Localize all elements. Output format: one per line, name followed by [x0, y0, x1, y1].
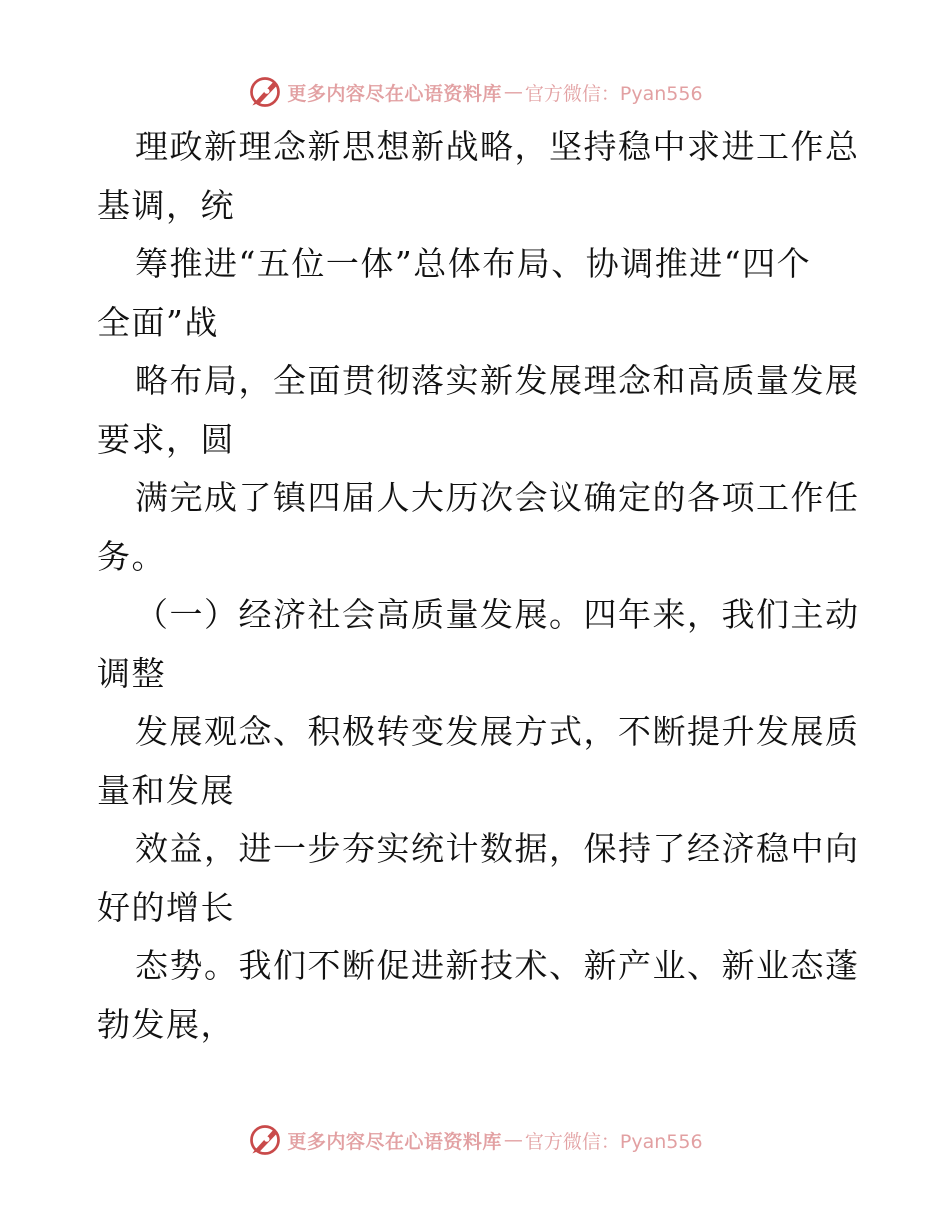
- watermark-brand-text: 更多内容尽在心语资料库: [287, 1130, 502, 1153]
- document-body: [97, 118, 860, 1054]
- body-line: 调整: [97, 653, 166, 693]
- watermark-separator: —: [503, 1129, 523, 1151]
- body-line: 略布局，全面贯彻落实新发展理念和高质量发展: [135, 361, 860, 400]
- body-line: 理政新理念新思想新战略，坚持稳中求进工作总: [135, 127, 860, 166]
- body-line: （一）经济社会高质量发展。四年来，我们主动: [135, 595, 860, 634]
- body-line: 基调，统: [97, 185, 235, 225]
- body-line: 发展观念、积极转变发展方式，不断提升发展质: [135, 712, 860, 751]
- body-line: 勃发展，: [97, 1004, 235, 1044]
- body-line: 效益，进一步夯实统计数据，保持了经济稳中向: [135, 829, 860, 868]
- body-line: 好的增长: [97, 887, 235, 927]
- body-line: 筹推进“五位一体”总体布局、协调推进“四个: [135, 244, 812, 283]
- body-line: 量和发展: [97, 770, 235, 810]
- body-line: 要求，圆: [97, 419, 235, 459]
- pen-seal-icon: [247, 1122, 283, 1158]
- footer-watermark-banner: [0, 1120, 950, 1160]
- body-line: 态势。我们不断促进新技术、新产业、新业态蓬: [135, 946, 860, 985]
- body-line: 务。: [97, 536, 166, 576]
- watermark-brand-text: 更多内容尽在心语资料库: [287, 82, 502, 105]
- body-line: 满完成了镇四届人大历次会议确定的各项工作任: [135, 478, 860, 517]
- watermark-wechat-text: 官方微信：Pyan556: [524, 82, 703, 105]
- pen-seal-icon: [247, 74, 283, 110]
- watermark-wechat-text: 官方微信：Pyan556: [524, 1130, 703, 1153]
- header-watermark-banner: [0, 72, 950, 112]
- watermark-separator: —: [503, 81, 523, 103]
- body-line: 全面”战: [97, 302, 219, 342]
